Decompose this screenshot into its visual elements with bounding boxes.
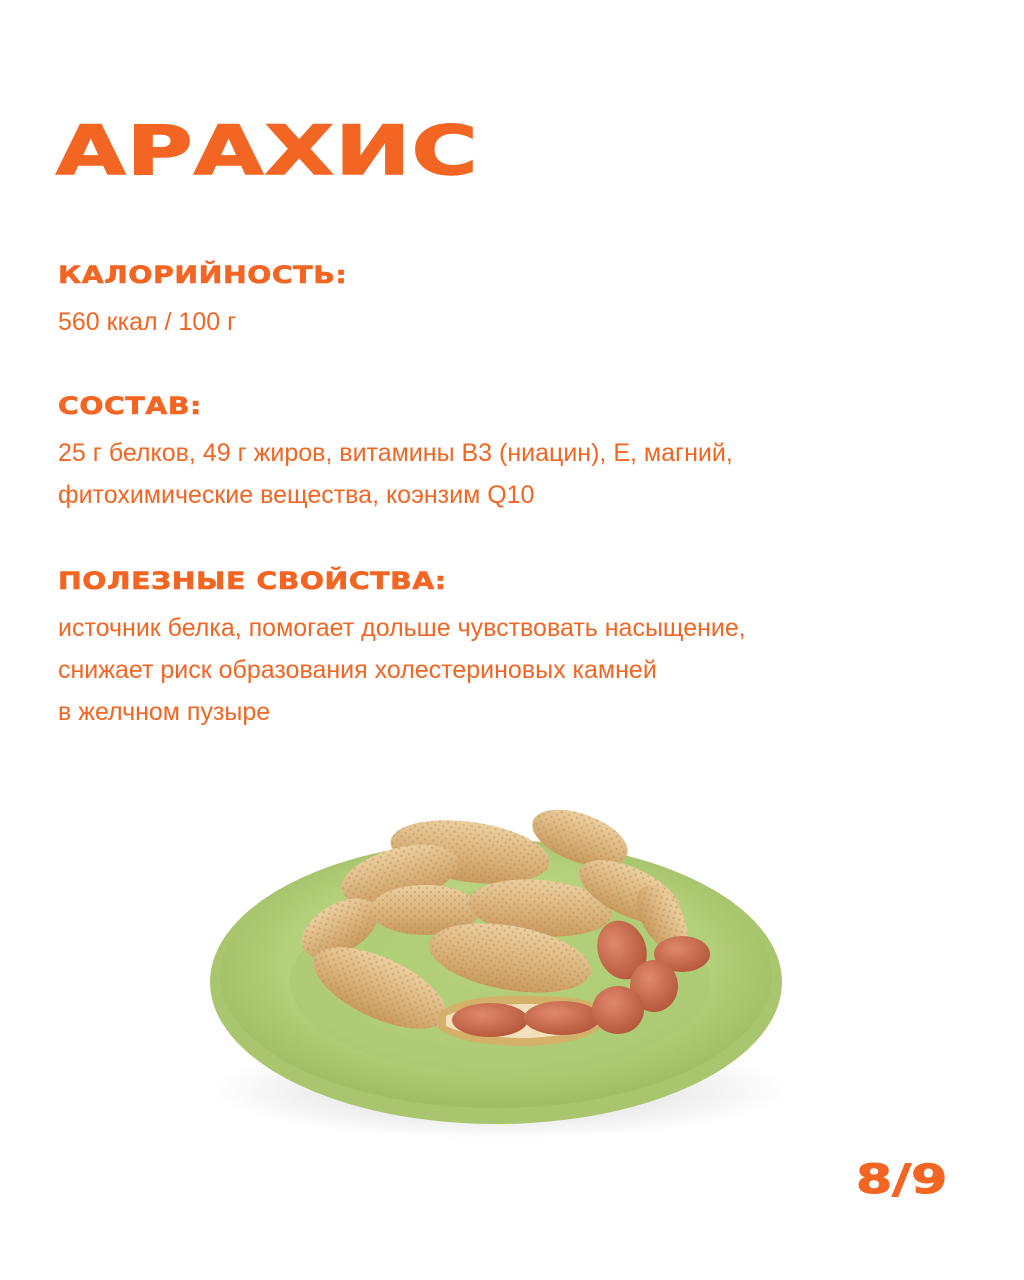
page-title: АРАХИС [56, 112, 479, 191]
page-indicator: 8/9 [856, 1157, 948, 1203]
benefits-line: в желчном пузыре [58, 698, 271, 726]
composition-section [58, 394, 958, 516]
benefits-heading: ПОЛЕЗНЫЕ СВОЙСТВА: [58, 567, 447, 595]
calories-heading: КАЛОРИЙНОСТЬ: [58, 261, 348, 289]
composition-heading: СОСТАВ: [58, 392, 202, 420]
calories-text [58, 301, 958, 343]
composition-text [58, 432, 958, 516]
peanuts-illustration [200, 770, 820, 1150]
benefits-line: источник белка, помогает дольше чувствовать насыщение, [58, 614, 746, 642]
benefits-section [58, 569, 958, 733]
peanuts-plate-image [200, 770, 820, 1150]
composition-line: 25 г белков, 49 г жиров, витамины B3 (ниацин), E, магний, [58, 439, 733, 467]
benefits-text [58, 607, 958, 733]
composition-line: фитохимические вещества, коэнзим Q10 [58, 481, 535, 509]
benefits-line: снижает риск образования холестериновых камней [58, 656, 657, 684]
calories-line: 560 ккал / 100 г [58, 308, 237, 336]
calories-section [58, 263, 958, 343]
